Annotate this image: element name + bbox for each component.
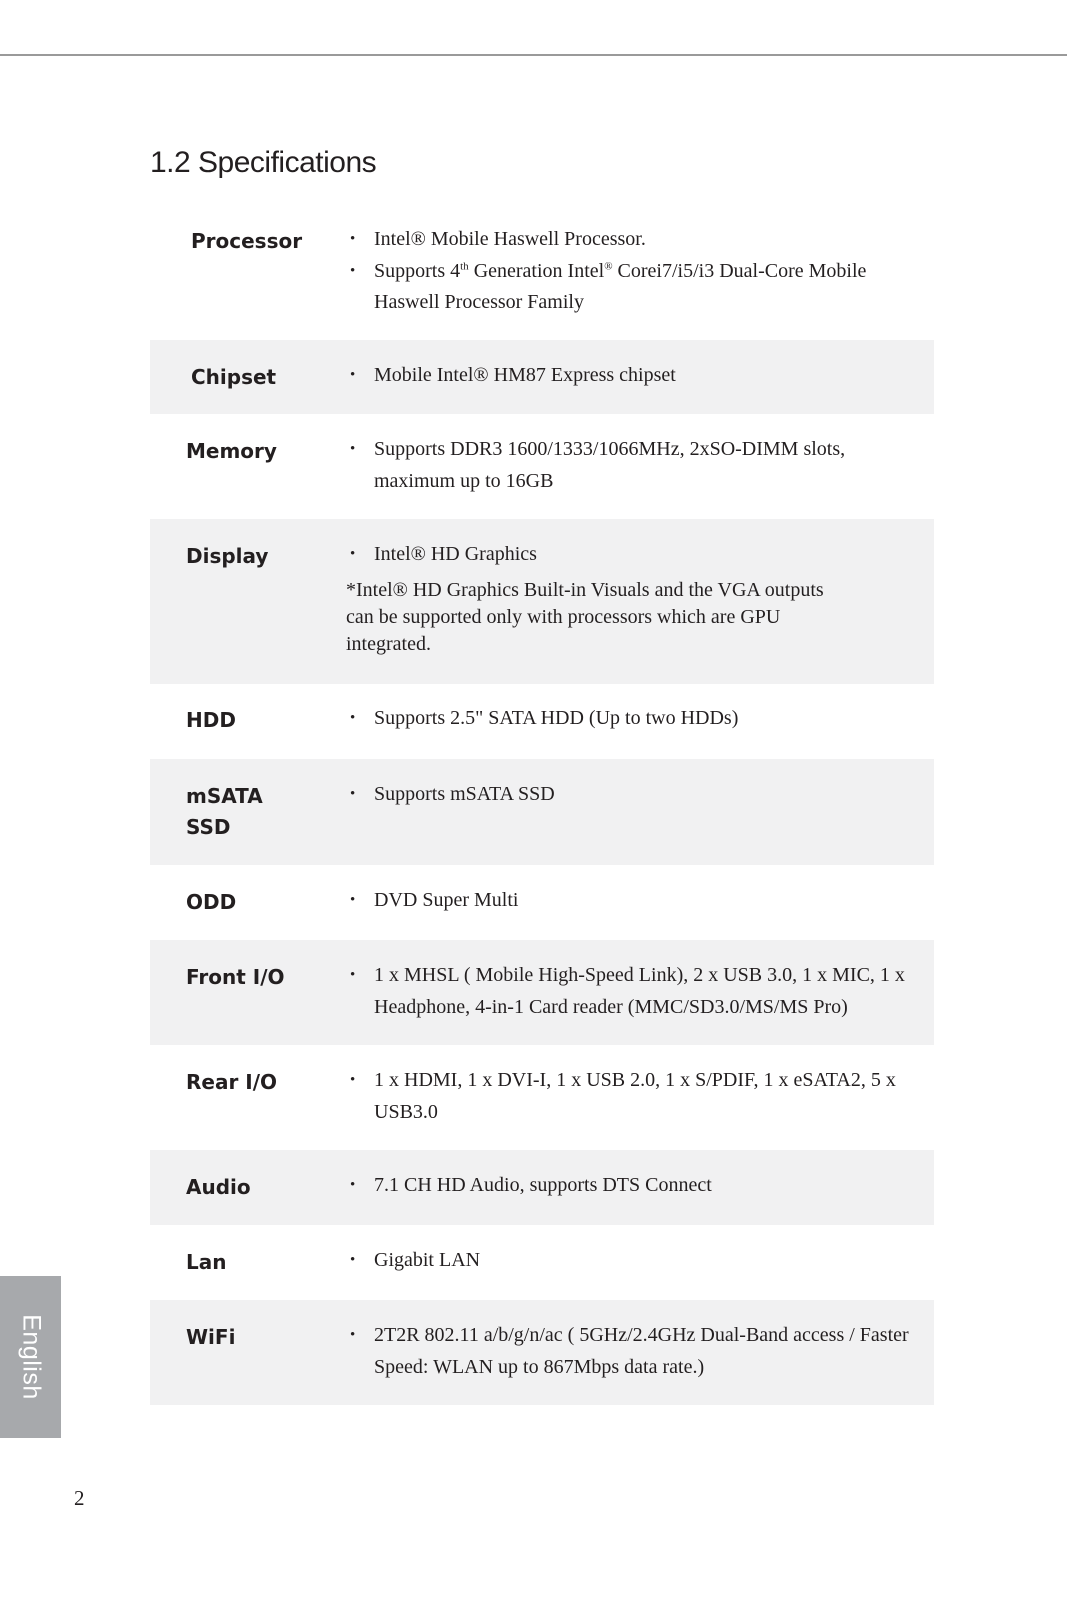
spec-body	[346, 1245, 914, 1277]
spec-label: Chipset	[191, 365, 277, 389]
spec-label: Front I/O	[186, 965, 285, 989]
language-tab-label: English	[17, 1314, 45, 1400]
spec-body	[346, 1320, 914, 1383]
spec-item: • Supports mSATA SSD	[346, 779, 914, 811]
spec-row-chipset	[150, 340, 934, 414]
spec-body	[346, 1170, 914, 1202]
spec-row-memory	[150, 414, 934, 519]
spec-row-msata-ssd	[150, 759, 934, 865]
spec-body	[346, 779, 914, 811]
spec-body	[346, 224, 914, 319]
spec-item: • Intel® Mobile Haswell Processor.	[346, 224, 914, 256]
spec-item: • Supports 4th Generation Intel® Corei7/i5/i3 Dual-Core Mobile Haswell Processor Family	[346, 256, 914, 319]
spec-label: HDD	[186, 708, 236, 732]
language-tab	[0, 1276, 61, 1438]
spec-label: Rear I/O	[186, 1070, 278, 1094]
spec-body	[346, 960, 914, 1023]
spec-item: • Supports 2.5" SATA HDD (Up to two HDDs)	[346, 703, 914, 735]
section-title: 1.2 Specifications	[150, 146, 377, 179]
spec-item: • 7.1 CH HD Audio, supports DTS Connect	[346, 1170, 914, 1202]
spec-item: • Gigabit LAN	[346, 1245, 914, 1277]
spec-body	[346, 885, 914, 917]
spec-row-audio	[150, 1150, 934, 1225]
spec-item: • Supports DDR3 1600/1333/1066MHz, 2xSO-DIMM slots, maximum up to 16GB	[346, 434, 914, 497]
spec-row-display	[150, 519, 934, 684]
header-rule	[0, 54, 1067, 56]
spec-row-front-io	[150, 940, 934, 1045]
spec-item: • DVD Super Multi	[346, 885, 914, 917]
spec-label: WiFi	[186, 1325, 236, 1349]
spec-body	[346, 1065, 914, 1128]
spec-row-lan	[150, 1225, 934, 1300]
spec-body	[346, 434, 914, 497]
spec-row-processor	[150, 216, 934, 340]
spec-item: • Intel® HD Graphics	[346, 539, 914, 571]
spec-item: • Mobile Intel® HM87 Express chipset	[346, 360, 914, 392]
spec-item: • 2T2R 802.11 a/b/g/n/ac ( 5GHz/2.4GHz Dual-Band access / Faster Speed: WLAN up to 867Mbps data rate.)	[346, 1320, 914, 1383]
spec-label: Memory	[186, 439, 277, 463]
spec-body	[346, 360, 914, 392]
spec-label: Display	[186, 544, 269, 568]
spec-label: mSATA SSD	[186, 784, 263, 839]
spec-row-hdd	[150, 684, 934, 759]
spec-label: ODD	[186, 890, 237, 914]
page-number: 2	[74, 1486, 85, 1510]
spec-body	[346, 539, 914, 658]
spec-label: Lan	[186, 1250, 227, 1274]
spec-label: Audio	[186, 1175, 251, 1199]
spec-item: • 1 x HDMI, 1 x DVI-I, 1 x USB 2.0, 1 x S/PDIF, 1 x eSATA2, 5 x USB3.0	[346, 1065, 914, 1128]
spec-row-odd	[150, 865, 934, 940]
specifications-table	[150, 216, 934, 1405]
spec-row-wifi	[150, 1300, 934, 1405]
spec-note: *Intel® HD Graphics Built-in Visuals and the VGA outputs can be supported only with processors which are GPU integrated.	[346, 578, 824, 655]
spec-body	[346, 703, 914, 735]
spec-item: • 1 x MHSL ( Mobile High-Speed Link), 2 x USB 3.0, 1 x MIC, 1 x Headphone, 4-in-1 Card reader (MMC/SD3.0/MS/MS Pro)	[346, 960, 914, 1023]
spec-row-rear-io	[150, 1045, 934, 1150]
spec-label: Processor	[191, 229, 303, 253]
